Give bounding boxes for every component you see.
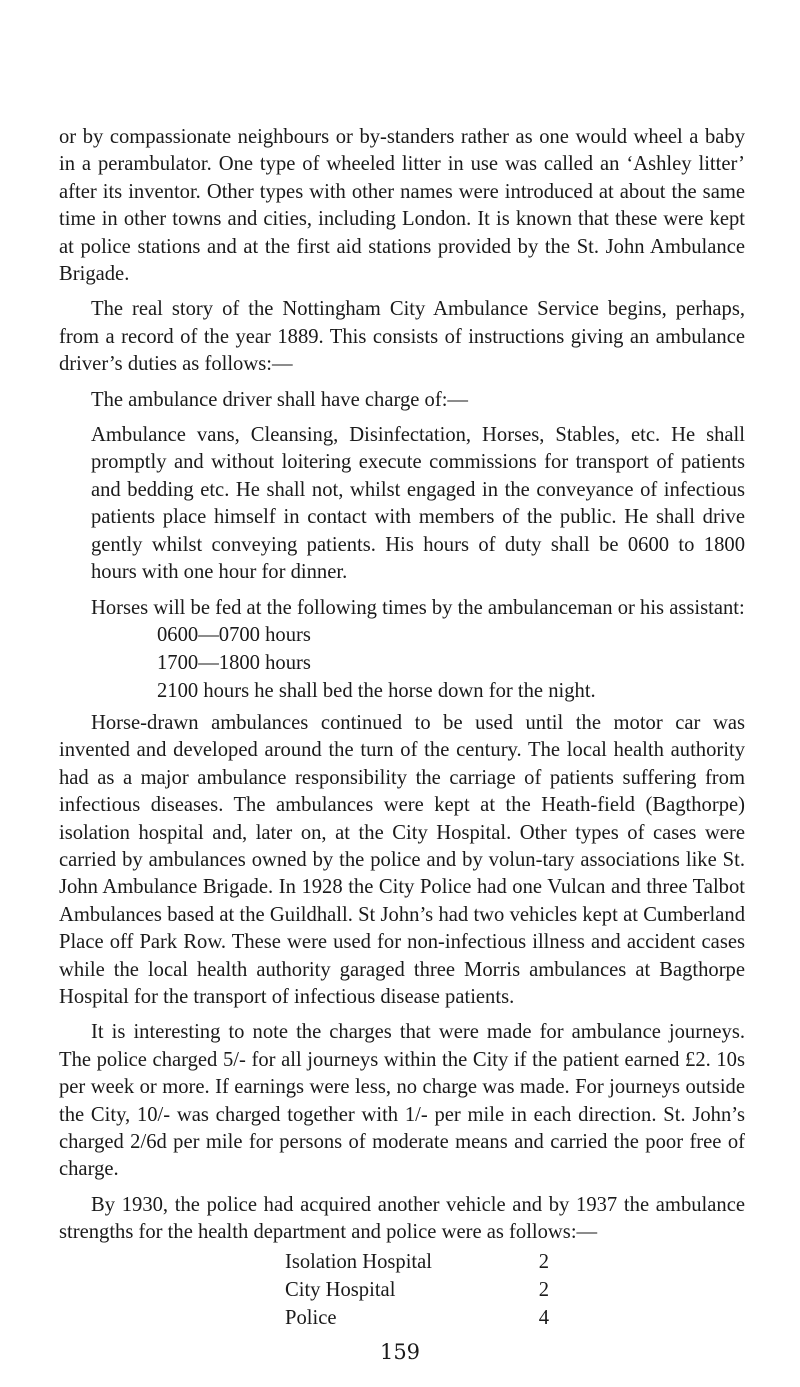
table-cell-count: 2 xyxy=(538,1250,549,1273)
paragraph: Horse-drawn ambulances continued to be used until the motor car was invented and developed around the turn of the century. The local health authority had as a major ambulance responsibility the carriage of patients suffering from infectious diseases. The ambulances were kept at the Heath-field (Bagthorpe) isolation hospital and, later on, at the City Hospital. Other types of cases were carried by ambulances owned by the police and by volun-tary associations like St. John Ambulance Brigade. In 1928 the City Police had one Vulcan and three Talbot Ambulances based at the Guildhall. St John’s had two vehicles kept at Cumberland Place off Park Row. These were used for non-infectious illness and accident cases while the local health authority garaged three Morris ambulances at Bagthorpe Hospital for the transport of infectious disease patients. xyxy=(59,711,745,1008)
table-row xyxy=(285,1277,745,1305)
paragraph: By 1930, the police had acquired another vehicle and by 1937 the ambulance strengths for the health department and police were as follows:— xyxy=(59,1193,745,1244)
paragraph: The real story of the Nottingham City Ambulance Service begins, perhaps, from a record of the year 1889. This consists of instructions giving an ambulance driver’s duties as follows:— xyxy=(59,298,745,376)
paragraph: or by compassionate neighbours or by-standers rather as one would wheel a baby in a perambulator. One type of wheeled litter in use was called an ‘Ashley litter’ after its inventor. Other types with other names were introduced at about the same time in other towns and cities, including London. It is known that these were kept at police stations and at the first aid stations provided by the St. John Ambulance Brigade. xyxy=(59,126,745,286)
list-item: 0600—0700 hours xyxy=(157,623,311,646)
table-cell-name: Isolation Hospital xyxy=(285,1250,433,1273)
paragraph: It is interesting to note the charges that were made for ambulance journeys. The police charged 5/- for all journeys within the City if the patient earned £2. 10s per week or more. If earnings were less, no charge was made. For journeys outside the City, 10/- was charged together with 1/- per mile in each direction. St. John’s charged 2/6d per mile for persons of moderate means and carried the poor free of charge. xyxy=(59,1021,745,1181)
table-row xyxy=(285,1305,745,1333)
ambulance-strengths-table xyxy=(285,1249,745,1333)
table-row xyxy=(285,1249,745,1277)
quoted-instructions: Horses will be fed at the following times by the ambulanceman or his assistant: xyxy=(91,596,745,619)
feeding-times-list xyxy=(157,622,745,706)
list-item: 2100 hours he shall bed the horse down for the night. xyxy=(157,679,596,702)
table-cell-count: 2 xyxy=(538,1278,549,1301)
table-cell-name: City Hospital xyxy=(285,1278,396,1301)
page-number: 159 xyxy=(379,1340,421,1364)
table-cell-count: 4 xyxy=(538,1306,549,1329)
table-cell-name: Police xyxy=(285,1306,337,1329)
paragraph: The ambulance driver shall have charge of:— xyxy=(91,388,469,411)
quoted-instructions: Ambulance vans, Cleansing, Disinfectation, Horses, Stables, etc. He shall promptly and without loitering execute commissions for transport of patients and bedding etc. He shall not, whilst engaged in the conveyance of infectious patients place himself in contact with members of the public. He shall drive gently whilst conveying patients. His hours of duty shall be 0600 to 1800 hours with one hour for dinner. xyxy=(91,424,745,584)
list-item: 1700—1800 hours xyxy=(157,651,311,674)
body-text xyxy=(59,124,745,1333)
